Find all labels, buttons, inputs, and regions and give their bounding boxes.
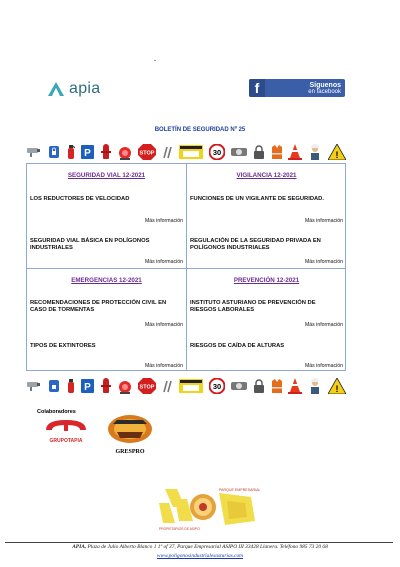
lock-icon [48, 379, 60, 393]
article-title: SEGURIDAD VIAL BÁSICA EN POLÍGONOS INDUSTRIALES [30, 238, 150, 251]
fire-hydrant-icon [100, 378, 112, 394]
facebook-label-line2: en facebook [308, 88, 341, 95]
safety-vest-icon [271, 145, 283, 159]
safety-icon-strip-top [26, 142, 346, 162]
bulletin-title: BOLETÍN DE SEGURIDAD Nº 25 [154, 127, 246, 133]
more-info-link[interactable]: Más información [304, 259, 343, 265]
grespro-logo[interactable] [107, 414, 153, 455]
decorative-dot [154, 60, 156, 61]
warning-sign-icon [179, 379, 203, 393]
section-seguridad-vial [27, 164, 186, 268]
article-title: REGULACIÓN DE LA SEGURIDAD PRIVADA EN POLÍGONOS INDUSTRIALES [190, 238, 321, 251]
svg-text:P: P [84, 382, 92, 393]
section-vigilancia [187, 164, 346, 268]
association-logo-cluster [155, 485, 265, 533]
bulletin-grid [26, 163, 346, 371]
worker-icon [308, 144, 322, 160]
stop-sign-text: STOP [139, 150, 155, 157]
fence-icon [162, 379, 174, 393]
grupotapia-name: GRUPOTAPIA [49, 438, 83, 444]
speed-limit-value: 30 [213, 148, 222, 157]
more-info-link[interactable]: Más información [144, 322, 183, 328]
parking-icon [81, 145, 94, 159]
facebook-icon: f [249, 79, 265, 97]
more-info-link[interactable]: Más información [144, 259, 183, 265]
footer-divider [5, 542, 393, 543]
more-info-link[interactable]: Más información [304, 363, 343, 369]
grupotapia-logo[interactable] [42, 418, 90, 444]
section-title-vigilancia[interactable]: VIGILANCIA 12-2021 [236, 172, 297, 179]
smoke-detector-icon [231, 145, 247, 159]
siren-icon [118, 378, 132, 394]
section-emergencias [27, 269, 186, 373]
stop-sign-icon [138, 378, 156, 394]
grespro-logo-icon [107, 414, 153, 444]
svg-text:P: P [84, 148, 92, 159]
article-title: RECOMENDACIONES DE PROTECCIÓN CIVIL EN CASO DE TORMENTAS [30, 300, 167, 313]
fire-extinguisher-icon [66, 144, 76, 160]
hazard-triangle-icon [328, 378, 346, 394]
article-title: TIPOS DE EXTINTORES [30, 343, 96, 349]
footer-address [0, 544, 400, 550]
facebook-label-line1: Síguenos [309, 81, 341, 89]
safety-icon-strip-bottom [26, 376, 346, 396]
footer-website-link[interactable]: www.poligonosindustrialesasturias.com [156, 553, 244, 559]
footer-brand: APIA, [72, 544, 87, 550]
section-prevencion [187, 269, 346, 373]
fire-extinguisher-icon [66, 378, 76, 394]
grupotapia-logo-icon [42, 418, 90, 432]
warning-sign-icon [179, 145, 203, 159]
parque-empresarial-label: PARQUE EMPRESARIAL [219, 488, 261, 492]
padlock-icon [253, 379, 265, 393]
propietarios-label: PROPIETARIOS DE ASIPO [159, 527, 200, 531]
section-title-seguridad-vial[interactable]: SEGURIDAD VIAL 12-2021 [67, 172, 146, 179]
apia-logo[interactable] [47, 80, 100, 98]
more-info-link[interactable]: Más información [144, 363, 183, 369]
article-title: LOS REDUCTORES DE VELOCIDAD [30, 196, 130, 202]
grespro-name: GRESPRO [115, 449, 145, 455]
fence-icon [162, 145, 174, 159]
article-title: FUNCIONES DE UN VIGILANTE DE SEGURIDAD. [190, 196, 324, 202]
fire-hydrant-icon [100, 144, 112, 160]
footer-address-text: Plaza de Julio Alberto Blanco 1 1º of 37, Parque Empresarial ASIPO III 33428 Llanera. Teléfono 985 73 20 68 [86, 544, 328, 550]
more-info-link[interactable]: Más información [304, 218, 343, 224]
padlock-icon [253, 145, 265, 159]
article-title: INSTITUTO ASTURIANO DE PREVENCIÓN DE RIESGOS LABORALES [190, 300, 316, 313]
article-title: RIESGOS DE CAÍDA DE ALTURAS [190, 343, 285, 349]
stop-sign-text: STOP [139, 384, 155, 391]
apia-brand-name: apia [69, 80, 101, 97]
section-title-emergencias[interactable]: EMERGENCIAS 12-2021 [71, 277, 142, 284]
more-info-link[interactable]: Más información [144, 218, 183, 224]
facebook-follow-button[interactable] [249, 79, 345, 97]
traffic-cone-icon [288, 144, 302, 160]
safety-vest-icon [271, 379, 283, 393]
stop-sign-icon [138, 144, 156, 160]
smoke-detector-icon [231, 379, 247, 393]
speed-limit-icon [209, 144, 225, 160]
asipo-emblem-icon [155, 485, 265, 533]
security-camera-icon [26, 145, 42, 159]
hazard-triangle-icon [328, 144, 346, 160]
more-info-link[interactable]: Más información [304, 322, 343, 328]
apia-logo-icon [47, 81, 65, 97]
parking-icon [81, 379, 94, 393]
section-title-prevencion[interactable]: PREVENCIÓN 12-2021 [233, 277, 300, 284]
speed-limit-icon [209, 378, 225, 394]
speed-limit-value: 30 [213, 382, 222, 391]
svg-text:!: ! [335, 150, 339, 160]
collaborators-title: Colaboradores [37, 409, 76, 415]
svg-text:!: ! [335, 384, 339, 394]
worker-icon [308, 378, 322, 394]
security-camera-icon [26, 379, 42, 393]
siren-icon [118, 144, 132, 160]
lock-icon [48, 145, 60, 159]
traffic-cone-icon [288, 378, 302, 394]
